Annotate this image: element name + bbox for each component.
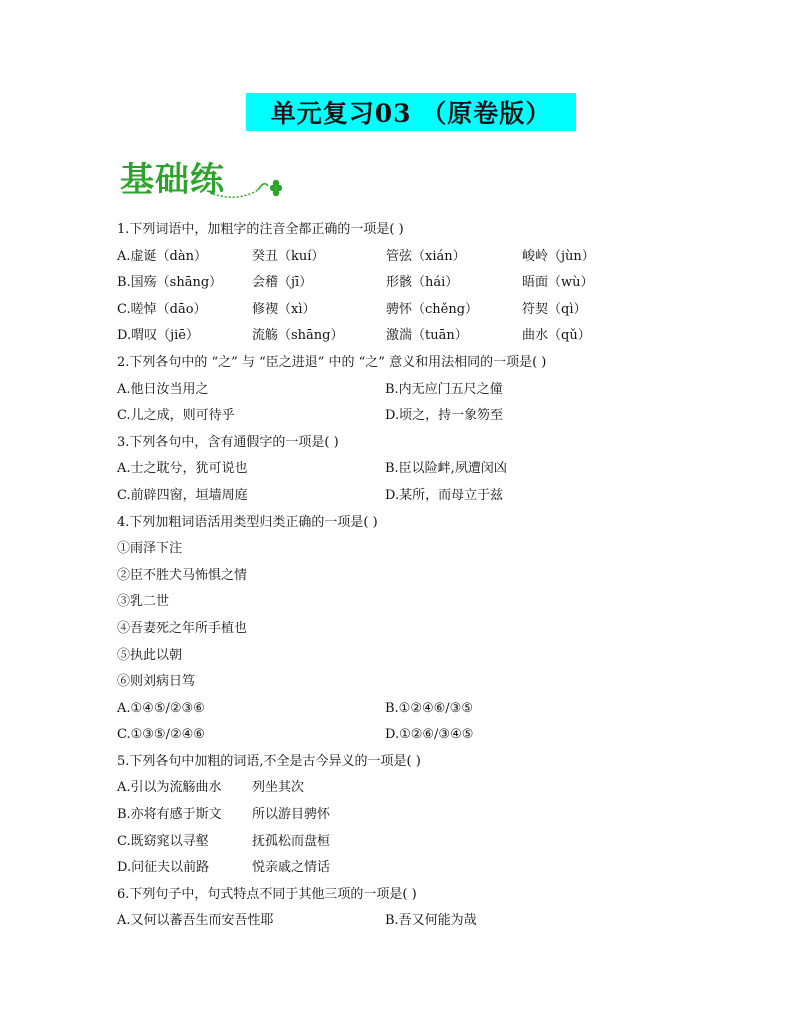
page-title: 单元复习03 （原卷版） <box>270 99 552 128</box>
option-row: A.引以为流觞曲水 列坐其次 <box>117 780 305 796</box>
option-row: C.前辟四窗，垣墙周庭 D.某所，而母立于兹 <box>117 487 504 503</box>
question-stem: 6.下列句子中，句式特点不同于其他三项的一项是( ) <box>117 886 417 902</box>
section-badge <box>118 150 283 205</box>
question-list <box>117 217 617 935</box>
question-stem: 2.下列各句中的 “之” 与 “臣之进退” 中的 “之” 意义和用法相同的一项是( ) <box>117 354 547 370</box>
list-item: ⑥则刘病日笃 <box>117 674 196 690</box>
option-row: C.儿之成，则可待乎 D.顷之，持一象笏至 <box>117 408 504 424</box>
question-stem: 3.下列各句中，含有通假字的一项是( ) <box>117 434 339 450</box>
section-badge-text: 基础练 <box>120 160 225 200</box>
question-stem: 5.下列各句中加粗的词语,不全是古今异义的一项是( ) <box>117 753 421 769</box>
option-row: A.他日汝当用之 B.内无应门五尺之僮 <box>117 381 503 397</box>
vine-decoration-icon <box>118 150 283 205</box>
option-row: D.喟叹（jiē） 流觞（shāng） 激湍（tuān） 曲水（qǔ） <box>117 328 591 344</box>
option-row: C.①③⑤/②④⑥ D.①②⑥/③④⑤ <box>117 727 474 743</box>
option-row: D.问征夫以前路 悦亲戚之情话 <box>117 860 331 876</box>
option-row: C.既窈窕以寻壑 抚孤松而盘桓 <box>117 833 331 849</box>
option-row: A.①④⑤/②③⑥ B.①②④⑥/③⑤ <box>117 700 473 716</box>
list-item: ③乳二世 <box>117 594 170 610</box>
title-banner <box>246 93 576 131</box>
question-stem: 4.下列加粗词语活用类型归类正确的一项是( ) <box>117 514 378 530</box>
option-row: A.士之耽兮，犹可说也 B.臣以险衅,夙遭闵凶 <box>117 461 507 477</box>
list-item: ①雨泽下注 <box>117 541 183 557</box>
option-row: B.亦将有感于斯文 所以游目骋怀 <box>117 807 331 823</box>
question-stem: 1.下列词语中，加粗字的注音全都正确的一项是( ) <box>117 222 404 237</box>
option-row: A.又何以蕃吾生而安吾性耶 B.吾又何能为哉 <box>117 913 477 929</box>
option-row: A.虚诞（dàn） 癸丑（kuí） 管弦（xián） 峻岭（jùn） <box>117 248 595 264</box>
option-row: C.嗟悼（dāo） 修禊（xì） 骋怀（chěng） 符契（qì） <box>117 301 587 317</box>
list-item: ②臣不胜犬马怖惧之情 <box>117 567 248 583</box>
option-row: B.国殇（shāng） 会稽（jī） 形骸（hái） 晤面（wù） <box>117 275 594 291</box>
list-item: ④吾妻死之年所手植也 <box>117 620 248 636</box>
list-item: ⑤执此以朝 <box>117 647 183 663</box>
